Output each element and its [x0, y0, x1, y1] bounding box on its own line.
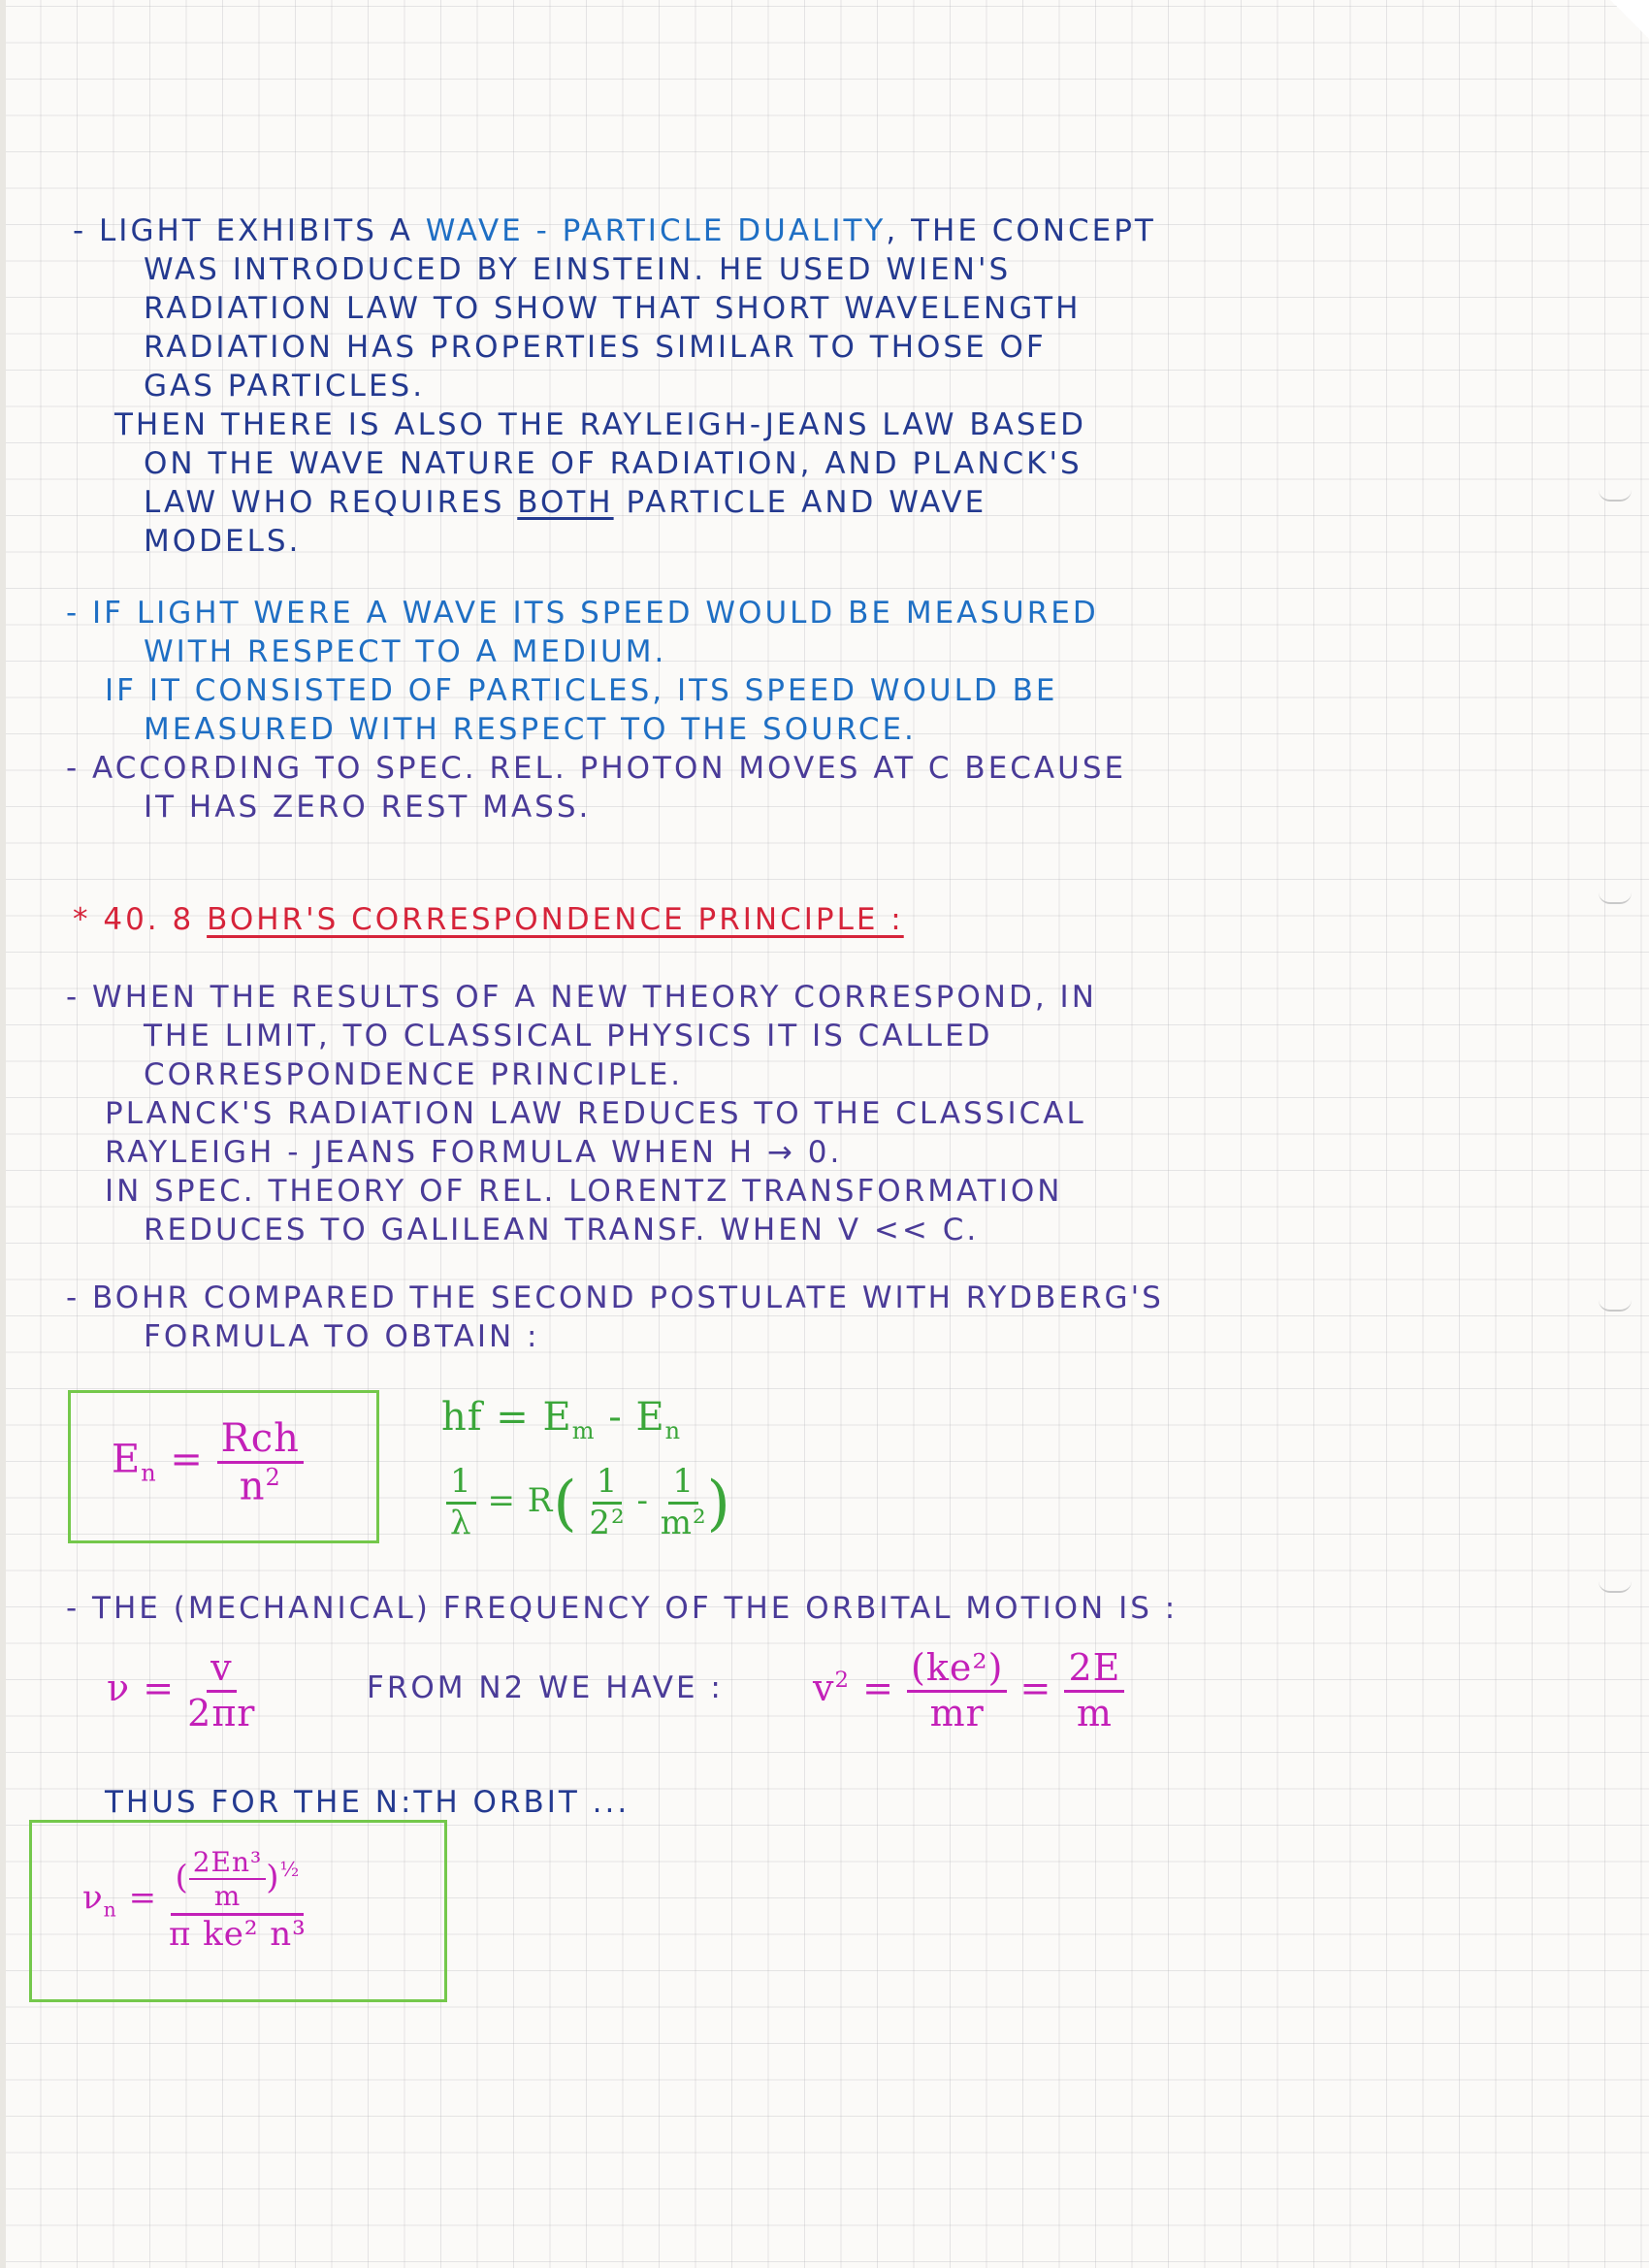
section-number: * 40. 8 — [73, 902, 195, 937]
fraction-denominator: mr — [929, 1691, 985, 1734]
math-superscript: 2 — [265, 1464, 281, 1491]
note-line: RAYLEIGH - JEANS FORMULA WHEN H → 0. — [105, 1135, 843, 1170]
math-subscript: n — [664, 1417, 682, 1444]
math-operator: = — [143, 1666, 176, 1709]
fraction-numerator: v — [207, 1649, 236, 1693]
rydberg-equation — [446, 1462, 731, 1542]
note-line: RADIATION HAS PROPERTIES SIMILAR TO THOSE OF — [144, 330, 1047, 365]
punch-hole-mark — [1599, 1581, 1632, 1593]
math-symbol: hf — [441, 1395, 483, 1440]
note-text: - LIGHT EXHIBITS A — [73, 213, 413, 248]
note-line: CORRESPONDENCE PRINCIPLE. — [144, 1057, 684, 1092]
fraction-numerator: ( $\frac{\text{2En³}}{m}$ )$^{\frac{1}{2}}$ — [171, 1848, 304, 1916]
math-fraction — [589, 1462, 626, 1542]
math-fraction — [907, 1646, 1007, 1734]
page-corner-fold — [1610, 0, 1649, 39]
note-line: WITH RESPECT TO A MEDIUM. — [144, 634, 667, 669]
math-operator: = — [496, 1395, 530, 1440]
note-text: PARTICLE AND WAVE — [626, 485, 987, 520]
math-subscript: n — [103, 1897, 117, 1922]
math-operator: - — [608, 1395, 623, 1440]
math-operator: = — [862, 1666, 894, 1709]
fraction-numerator: 1 — [446, 1465, 476, 1505]
note-line: WAS INTRODUCED BY EINSTEIN. HE USED WIEN'S — [144, 252, 1012, 287]
note-text: , THE CONCEPT — [886, 213, 1156, 248]
math-symbol: n — [239, 1464, 266, 1509]
underlined-word: BOTH — [517, 485, 614, 520]
math-superscript: ½ — [279, 1858, 301, 1882]
fraction-denominator: π ke² n³ — [168, 1914, 307, 1954]
fraction-denominator: 2² — [589, 1503, 626, 1542]
note-line: MODELS. — [144, 524, 302, 559]
note-text: LAW WHO REQUIRES — [144, 485, 505, 520]
fraction-denominator: m — [213, 1880, 242, 1913]
note-line: IT HAS ZERO REST MASS. — [144, 790, 592, 825]
math-operator: = — [487, 1481, 516, 1521]
fraction-numerator: 2En³ — [189, 1848, 267, 1880]
velocity-squared-equation — [813, 1646, 1124, 1734]
fraction-denominator: 2πr — [187, 1691, 256, 1734]
math-symbol: E — [542, 1395, 572, 1440]
note-line: RADIATION LAW TO SHOW THAT SHORT WAVELENGTH — [144, 291, 1082, 326]
math-superscript: 2 — [834, 1668, 850, 1694]
fraction-denominator: λ — [450, 1503, 472, 1542]
note-line: FROM N2 WE HAVE : — [367, 1670, 724, 1705]
math-fraction — [169, 1848, 307, 1952]
note-line: THE LIMIT, TO CLASSICAL PHYSICS IT IS CALLED — [144, 1019, 993, 1053]
note-line: - BOHR COMPARED THE SECOND POSTULATE WITH RYDBERG'S — [66, 1280, 1164, 1315]
math-symbol: E — [112, 1437, 142, 1482]
math-fraction — [660, 1462, 707, 1542]
punch-hole-mark — [1599, 1300, 1632, 1312]
note-line: MEASURED WITH RESPECT TO THE SOURCE. — [144, 712, 917, 747]
fraction-numerator: (ke²) — [907, 1649, 1007, 1693]
note-line: - THE (MECHANICAL) FREQUENCY OF THE ORBITAL MOTION IS : — [66, 1591, 1179, 1626]
energy-level-equation — [112, 1418, 304, 1507]
punch-hole-mark — [1599, 490, 1632, 502]
math-symbol: E — [635, 1395, 665, 1440]
note-line: REDUCES TO GALILEAN TRANSF. WHEN V << C. — [144, 1213, 980, 1247]
note-line: FORMULA TO OBTAIN : — [144, 1319, 540, 1354]
photon-energy-equation — [441, 1395, 681, 1444]
punch-hole-mark — [1599, 892, 1632, 904]
math-fraction — [187, 1646, 256, 1734]
left-paren: ( — [553, 1467, 578, 1539]
fraction-denominator: m² — [660, 1503, 707, 1542]
math-symbol: v — [813, 1666, 835, 1709]
note-line: - ACCORDING TO SPEC. REL. PHOTON MOVES AT C BECAUSE — [66, 751, 1127, 786]
math-subscript: n — [141, 1459, 157, 1487]
note-line: THEN THERE IS ALSO THE RAYLEIGH-JEANS LAW BASED — [114, 407, 1086, 442]
math-fraction — [1064, 1646, 1124, 1734]
math-symbol: R — [527, 1481, 554, 1521]
note-line: THUS FOR THE N:TH ORBIT ... — [105, 1785, 630, 1820]
note-line — [144, 483, 986, 522]
fraction-denominator — [240, 1464, 281, 1507]
orbital-frequency-equation — [107, 1646, 256, 1734]
math-operator: = — [170, 1437, 204, 1482]
note-line: PLANCK'S RADIATION LAW REDUCES TO THE CLASSICAL — [105, 1096, 1086, 1131]
math-fraction — [189, 1848, 267, 1911]
section-heading — [73, 900, 904, 939]
math-subscript: m — [571, 1417, 596, 1444]
fraction-denominator: m — [1076, 1691, 1113, 1734]
fraction-numerator: 1 — [593, 1465, 623, 1505]
math-operator: = — [1019, 1666, 1052, 1709]
note-line: IN SPEC. THEORY OF REL. LORENTZ TRANSFORMATION — [105, 1174, 1063, 1209]
math-fraction — [446, 1462, 476, 1542]
math-operator: - — [636, 1481, 649, 1521]
nth-orbit-frequency-equation — [82, 1848, 307, 1952]
page-edge — [0, 0, 6, 2268]
note-line: GAS PARTICLES. — [144, 369, 426, 404]
note-line: - WHEN THE RESULTS OF A NEW THEORY CORRESPOND, IN — [66, 980, 1097, 1015]
math-symbol: ν — [107, 1666, 131, 1709]
note-line: - IF LIGHT WERE A WAVE ITS SPEED WOULD BE MEASURED — [66, 596, 1099, 631]
fraction-numerator: Rch — [217, 1418, 304, 1464]
math-operator: = — [128, 1878, 158, 1918]
right-paren: ) — [706, 1467, 731, 1539]
note-line: ON THE WAVE NATURE OF RADIATION, AND PLANCK'S — [144, 446, 1083, 481]
highlighted-term: WAVE - PARTICLE DUALITY — [425, 213, 887, 248]
math-fraction — [217, 1418, 304, 1507]
fraction-numerator: 1 — [668, 1465, 698, 1505]
math-symbol: ν — [82, 1878, 104, 1918]
fraction-numerator: 2E — [1064, 1649, 1124, 1693]
section-title: BOHR'S CORRESPONDENCE PRINCIPLE : — [207, 902, 904, 937]
note-line: IF IT CONSISTED OF PARTICLES, ITS SPEED WOULD BE — [105, 673, 1058, 708]
note-line — [73, 211, 1156, 250]
